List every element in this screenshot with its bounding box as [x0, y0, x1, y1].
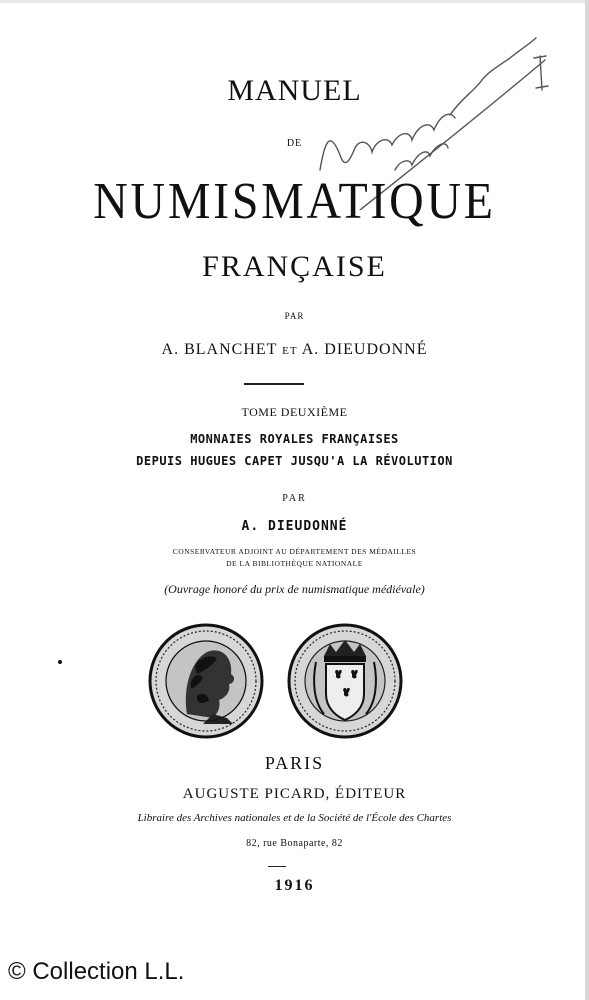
author-dieudonne: A. DIEUDONNÉ	[301, 341, 428, 358]
author-position-1: CONSERVATEUR ADJOINT AU DÉPARTEMENT DES MÉDAILLES	[172, 547, 417, 556]
imprint-publisher: AUGUSTE PICARD, ÉDITEUR	[182, 786, 407, 802]
collection-credit: © Collection L.L.	[8, 958, 185, 985]
title-numismatique: NUMISMATIQUE	[93, 173, 496, 230]
imprint-address: 82, rue Bonaparte, 82	[246, 838, 343, 849]
coin-portrait-image	[147, 622, 265, 740]
authors-conjunction: ET	[282, 345, 298, 357]
author-position-2: DE LA BIBLIOTHÈQUE NATIONALE	[226, 559, 363, 568]
divider-rule	[244, 383, 304, 385]
volume-par-label: PAR	[282, 493, 307, 504]
title-de: DE	[286, 138, 303, 149]
volume-subtitle-1: MONNAIES ROYALES FRANÇAISES	[190, 432, 399, 446]
coin-arms-image	[286, 622, 404, 740]
par-label: PAR	[284, 311, 305, 321]
title-manuel: MANUEL	[227, 74, 362, 107]
short-rule	[268, 866, 286, 867]
volume-subtitle-2: DEPUIS HUGUES CAPET JUSQU'A LA RÉVOLUTION	[136, 454, 453, 468]
honor-note: (Ouvrage honoré du prix de numismatique médiévale)	[164, 582, 425, 596]
volume-author: A. DIEUDONNÉ	[241, 519, 348, 534]
author-blanchet: A. BLANCHET	[161, 341, 278, 358]
authors-line	[0, 341, 589, 359]
volume-number: TOME DEUXIÈME	[241, 405, 348, 419]
title-francaise: FRANÇAISE	[202, 250, 387, 283]
imprint-year: 1916	[274, 877, 315, 894]
stray-dot	[58, 660, 62, 664]
page-edge-top	[0, 0, 589, 3]
imprint-library: Libraire des Archives nationales et de la Société de l'École des Chartes	[137, 812, 452, 824]
imprint-city: PARIS	[264, 753, 325, 773]
